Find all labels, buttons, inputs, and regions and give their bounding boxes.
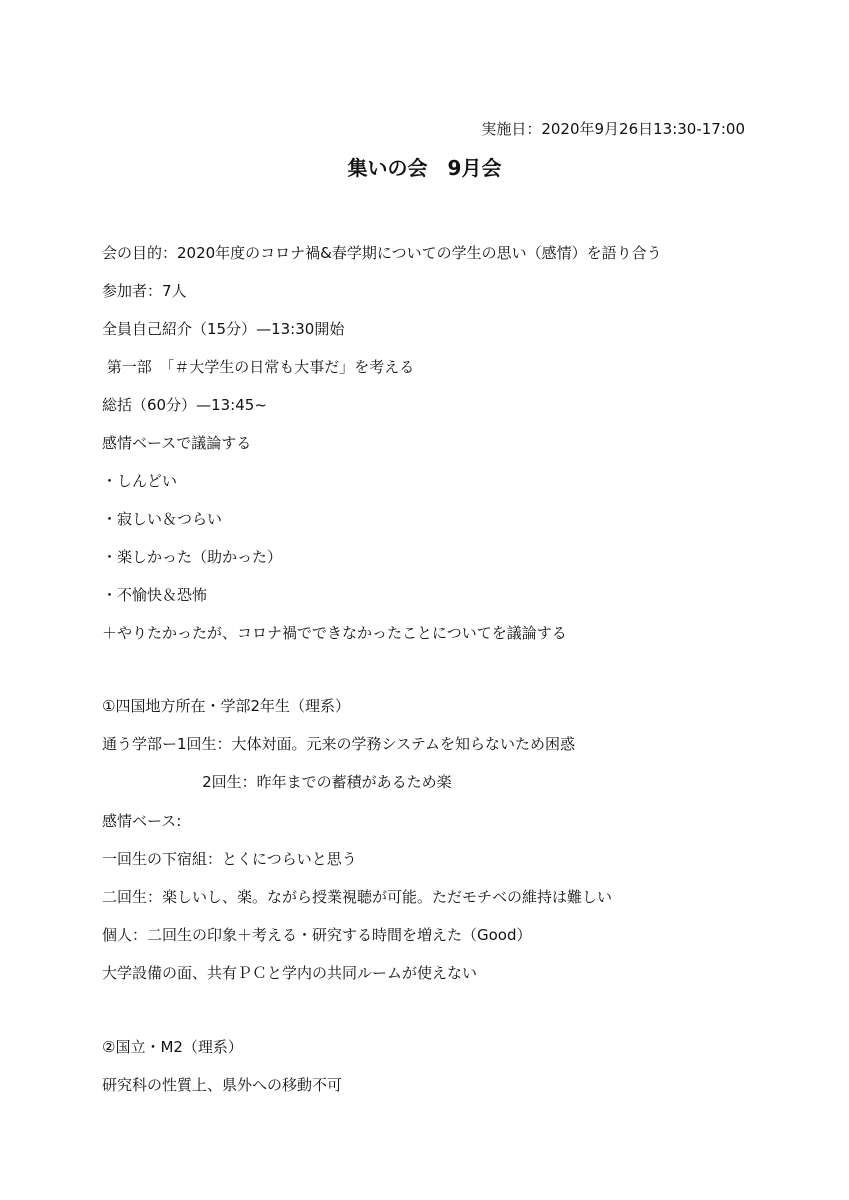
text-line: 二回生：楽しいし、楽。ながら授業視聴が可能。ただモチベの維持は難しい	[102, 888, 613, 906]
text-line: 感情ベース:	[102, 812, 182, 830]
text-line-additional: ＋やりたかったが、コロナ禍でできなかったことについてを議論する	[102, 624, 567, 642]
text-line-part-one: 第一部 「＃大学生の日常も大事だ」を考える	[102, 358, 415, 376]
section-heading-1: ①四国地方所在・学部2年生（理系）	[102, 697, 350, 715]
text-line-summary: 総括（60分）—13:45~	[102, 396, 267, 414]
text-line: 一回生の下宿組：とくにつらいと思う	[102, 850, 357, 868]
bullet-item: ・楽しかった（助かった）	[102, 548, 283, 566]
text-line: 大学設備の面、共有ＰＣと学内の共同ルームが使えない	[102, 964, 478, 982]
bullet-item: ・不愉快＆恐怖	[102, 586, 208, 604]
text-line: 研究科の性質上、県外への移動不可	[102, 1076, 343, 1094]
text-line: 通う学部ー1回生：大体対面。元来の学務システムを知らないため困惑	[102, 735, 576, 753]
date-line: 実施日：2020年9月26日13:30-17:00	[481, 120, 745, 138]
text-line-intro: 全員自己紹介（15分）—13:30開始	[102, 320, 345, 338]
section-heading-2: ②国立・M2（理系）	[102, 1038, 243, 1056]
text-line-participants: 参加者：7人	[102, 282, 187, 300]
text-line-emotion-base: 感情ベースで議論する	[102, 434, 252, 452]
page-title: 集いの会 9月会	[347, 156, 502, 180]
text-line-purpose: 会の目的：2020年度のコロナ禍&春学期についての学生の思い（感情）を語り合う	[102, 244, 662, 262]
text-line: 2回生：昨年までの蓄積があるため楽	[102, 773, 452, 791]
text-line: 個人：二回生の印象＋考える・研究する時間を増えた（Good）	[102, 926, 532, 944]
bullet-item: ・しんどい	[102, 472, 178, 490]
bullet-item: ・寂しい＆つらい	[102, 510, 223, 528]
